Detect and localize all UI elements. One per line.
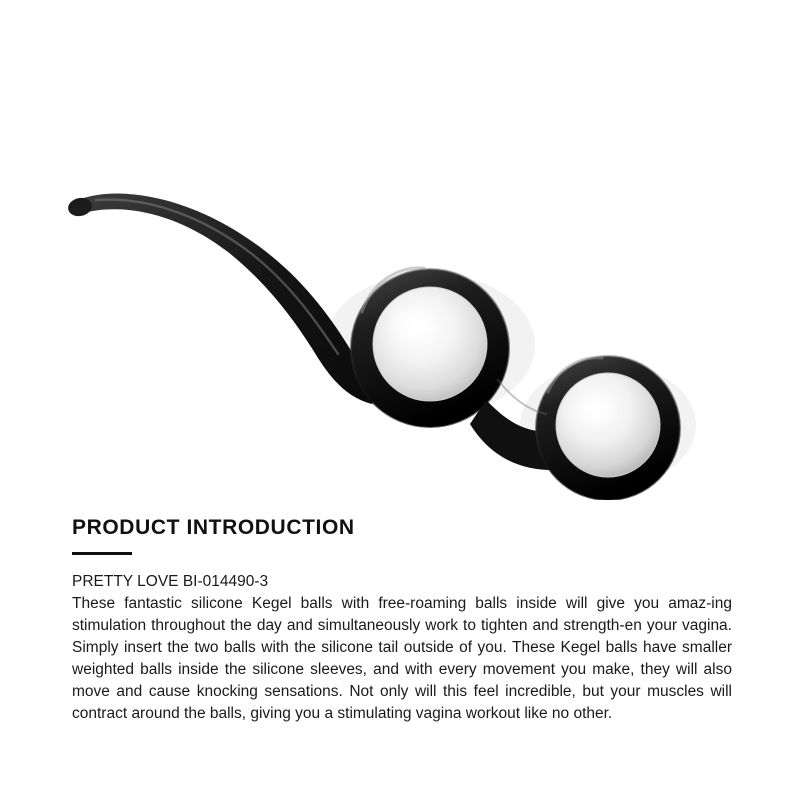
page-title: PRODUCT INTRODUCTION — [72, 516, 355, 539]
product-introduction-block — [72, 515, 732, 725]
title-divider — [72, 552, 132, 555]
product-description: These fantastic silicone Kegel balls with free-roaming balls inside will give you amaz-ing stimulation throughout the day and simultaneously work to tighten and strength-en your vagina. Simply insert the two balls with the silicone tail outside of you. These Kegel balls have smaller weighted balls inside the silicone sleeves, and with every movement you make, they will also move and cause knocking sensations. Not only will this feel incredible, but your muscles will contract around the balls, giving you a stimulating vagina workout like no other. — [72, 595, 732, 723]
product-model: PRETTY LOVE BI-014490-3 — [72, 573, 269, 591]
kegel-balls-body — [66, 194, 696, 500]
